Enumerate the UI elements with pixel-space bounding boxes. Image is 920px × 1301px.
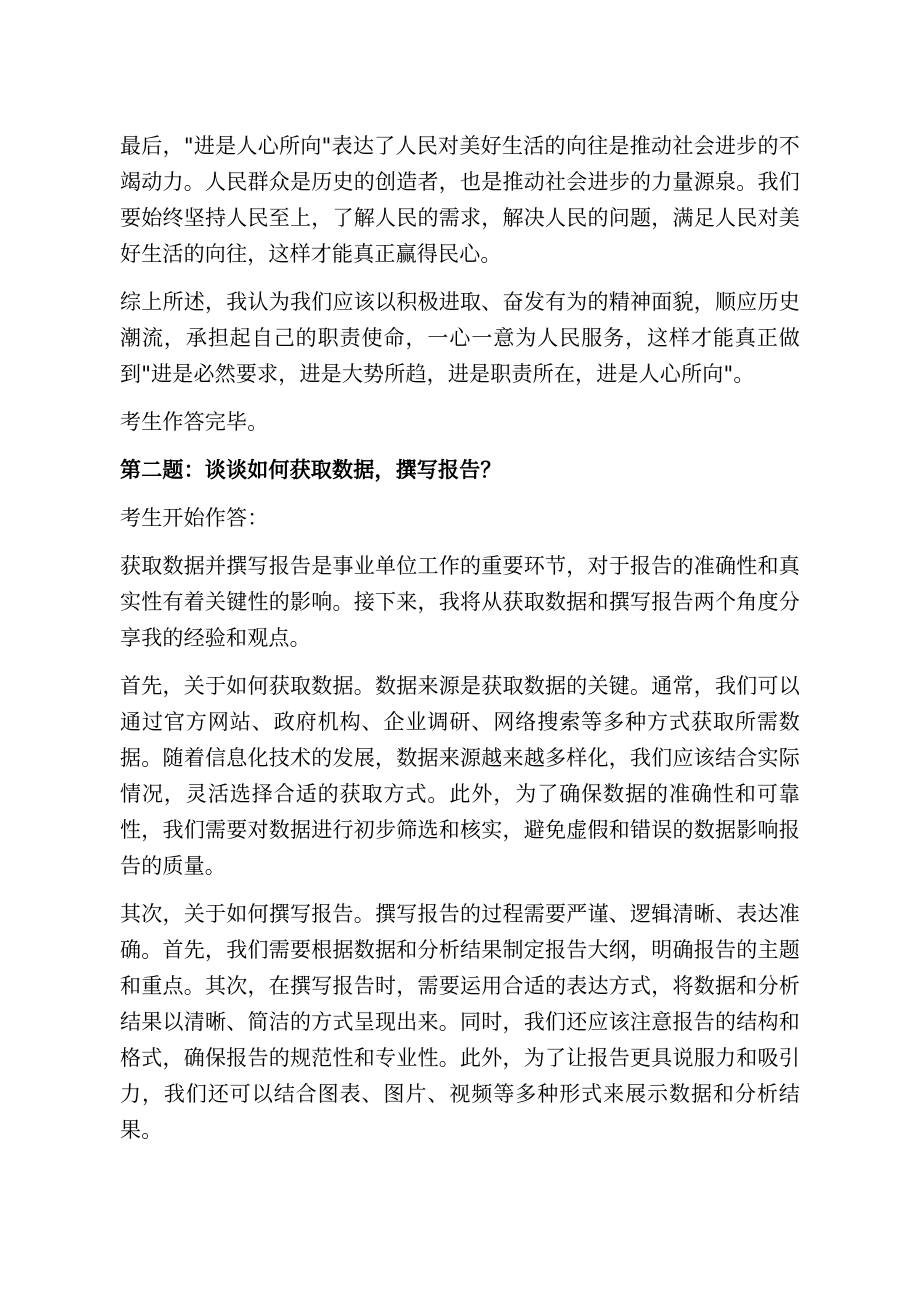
paragraph-intro: 获取数据并撰写报告是事业单位工作的重要环节，对于报告的准确性和真实性有着关键性的影响。接下来，我将从获取数据和撰写报告两个角度分享我的经验和观点。 bbox=[120, 554, 800, 650]
paragraph-summary: 综上所述，我认为我们应该以积极进取、奋发有为的精神面貌，顺应历史潮流，承担起自己的职责使命，一心一意为人民服务，这样才能真正做到"进是必然要求，进是大势所趋，进是职责所在，进是人心所向"。 bbox=[120, 290, 800, 386]
paragraph-answer-complete: 考生作答完毕。 bbox=[120, 410, 269, 434]
document-body bbox=[120, 128, 800, 1160]
paragraph-conclusion-popular-will: 最后，"进是人心所向"表达了人民对美好生活的向往是推动社会进步的不竭动力。人民群众是历史的创造者，也是推动社会进步的力量源泉。我们要始终坚持人民至上，了解人民的需求，解决人民的问题，满足人民对美好生活的向往，这样才能真正赢得民心。 bbox=[120, 134, 800, 266]
paragraph-answer-start: 考生开始作答： bbox=[120, 506, 269, 530]
paragraph-obtaining-data: 首先，关于如何获取数据。数据来源是获取数据的关键。通常，我们可以通过官方网站、政府机构、企业调研、网络搜索等多种方式获取所需数据。随着信息化技术的发展，数据来源越来越多样化，我们应该结合实际情况，灵活选择合适的获取方式。此外，为了确保数据的准确性和可靠性，我们需要对数据进行初步筛选和核实，避免虚假和错误的数据影响报告的质量。 bbox=[120, 674, 800, 878]
question-heading: 第二题：谈谈如何获取数据，撰写报告？ bbox=[120, 458, 502, 482]
paragraph-writing-report: 其次，关于如何撰写报告。撰写报告的过程需要严谨、逻辑清晰、表达准确。首先，我们需要根据数据和分析结果制定报告大纲，明确报告的主题和重点。其次，在撰写报告时，需要运用合适的表达方式，将数据和分析结果以清晰、简洁的方式呈现出来。同时，我们还应该注意报告的结构和格式，确保报告的规范性和专业性。此外，为了让报告更具说服力和吸引力，我们还可以结合图表、图片、视频等多种形式来展示数据和分析结果。 bbox=[120, 902, 800, 1142]
